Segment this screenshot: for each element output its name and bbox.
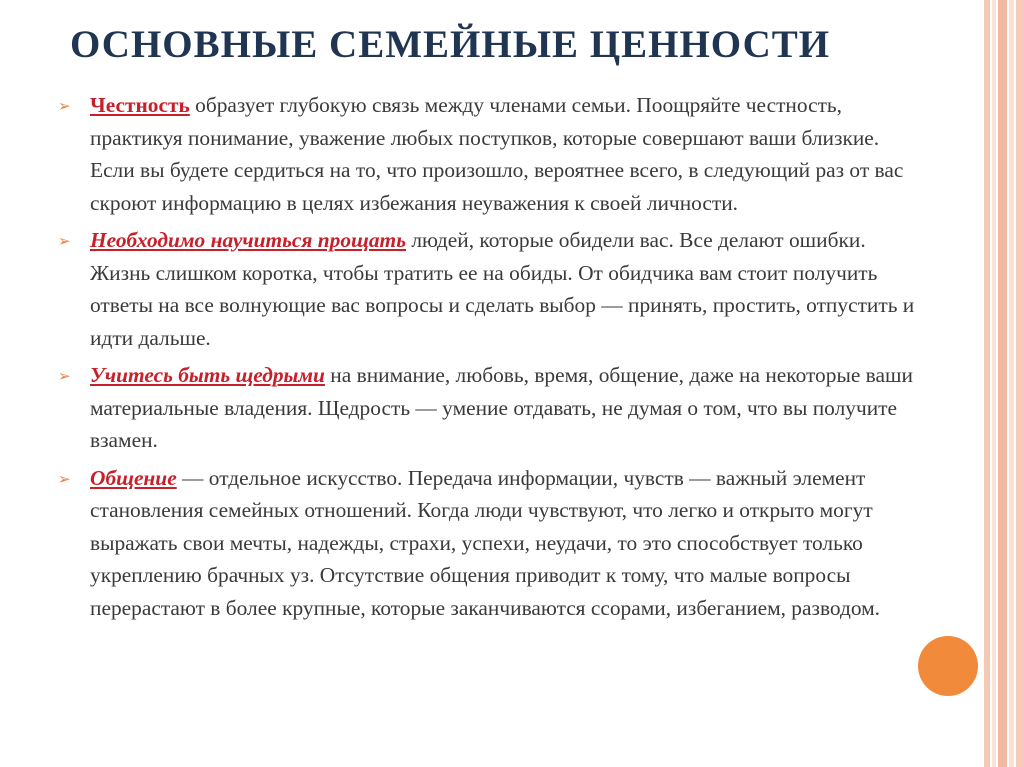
item-text: людей, которые обидели вас. Все делают ошибки. Жизнь слишком коротка, чтобы тратить ее на обиды. От обидчика вам стоит получить ответы на все волнующие вас вопросы и сделать выбор — принять, простить, отпустить и идти дальше.: [90, 228, 915, 350]
list-item: [58, 462, 918, 625]
bullet-list: [58, 89, 918, 629]
decorative-stripe: [998, 0, 1007, 767]
decorative-circle: [918, 636, 978, 696]
arrow-right-icon: ➢: [58, 232, 71, 250]
item-text: — отдельное искусство. Передача информации, чувств — важный элемент становления семейных отношений. Когда люди чувствуют, что легко и открыто могут выражать свои мечты, надежды, страхи, успехи, неудачи, то это способствует только укреплению брачных уз. Отсутствие общения приводит к тому, что малые вопросы перерастают в более крупные, которые заканчиваются ссорами, избеганием, разводом.: [90, 465, 881, 620]
list-item: [58, 359, 918, 457]
list-item: [58, 89, 918, 219]
arrow-right-icon: ➢: [58, 469, 71, 488]
item-text: образует глубокую связь между членами семьи. Поощряйте честность, практикуя понимание, уважение любых поступков, которые совершают ваши близкие. Если вы будете сердиться на то, что произошло, вероятнее всего, в следующий раз от вас скроют информацию в целях избежания неуважения к своей личности.: [90, 93, 904, 215]
arrow-right-icon: ➢: [58, 367, 71, 385]
arrow-right-icon: ➢: [58, 97, 71, 115]
decorative-stripe: [984, 0, 990, 767]
decorative-stripe: [1016, 0, 1024, 767]
keyword: Учитесь быть щедрыми: [90, 363, 325, 387]
decorative-stripe: [992, 0, 996, 767]
keyword: Честность: [90, 93, 190, 117]
list-item: [58, 224, 918, 354]
keyword: Общение: [90, 465, 177, 490]
item-text: на внимание, любовь, время, общение, даже на некоторые ваши материальные владения. Щедрость — умение отдавать, не думая о том, что вы получите взамен.: [90, 363, 913, 452]
keyword: Необходимо научиться прощать: [90, 228, 406, 252]
slide-title: ОСНОВНЫЕ СЕМЕЙНЫЕ ЦЕННОСТИ: [70, 23, 831, 66]
decorative-stripe: [1009, 0, 1014, 767]
